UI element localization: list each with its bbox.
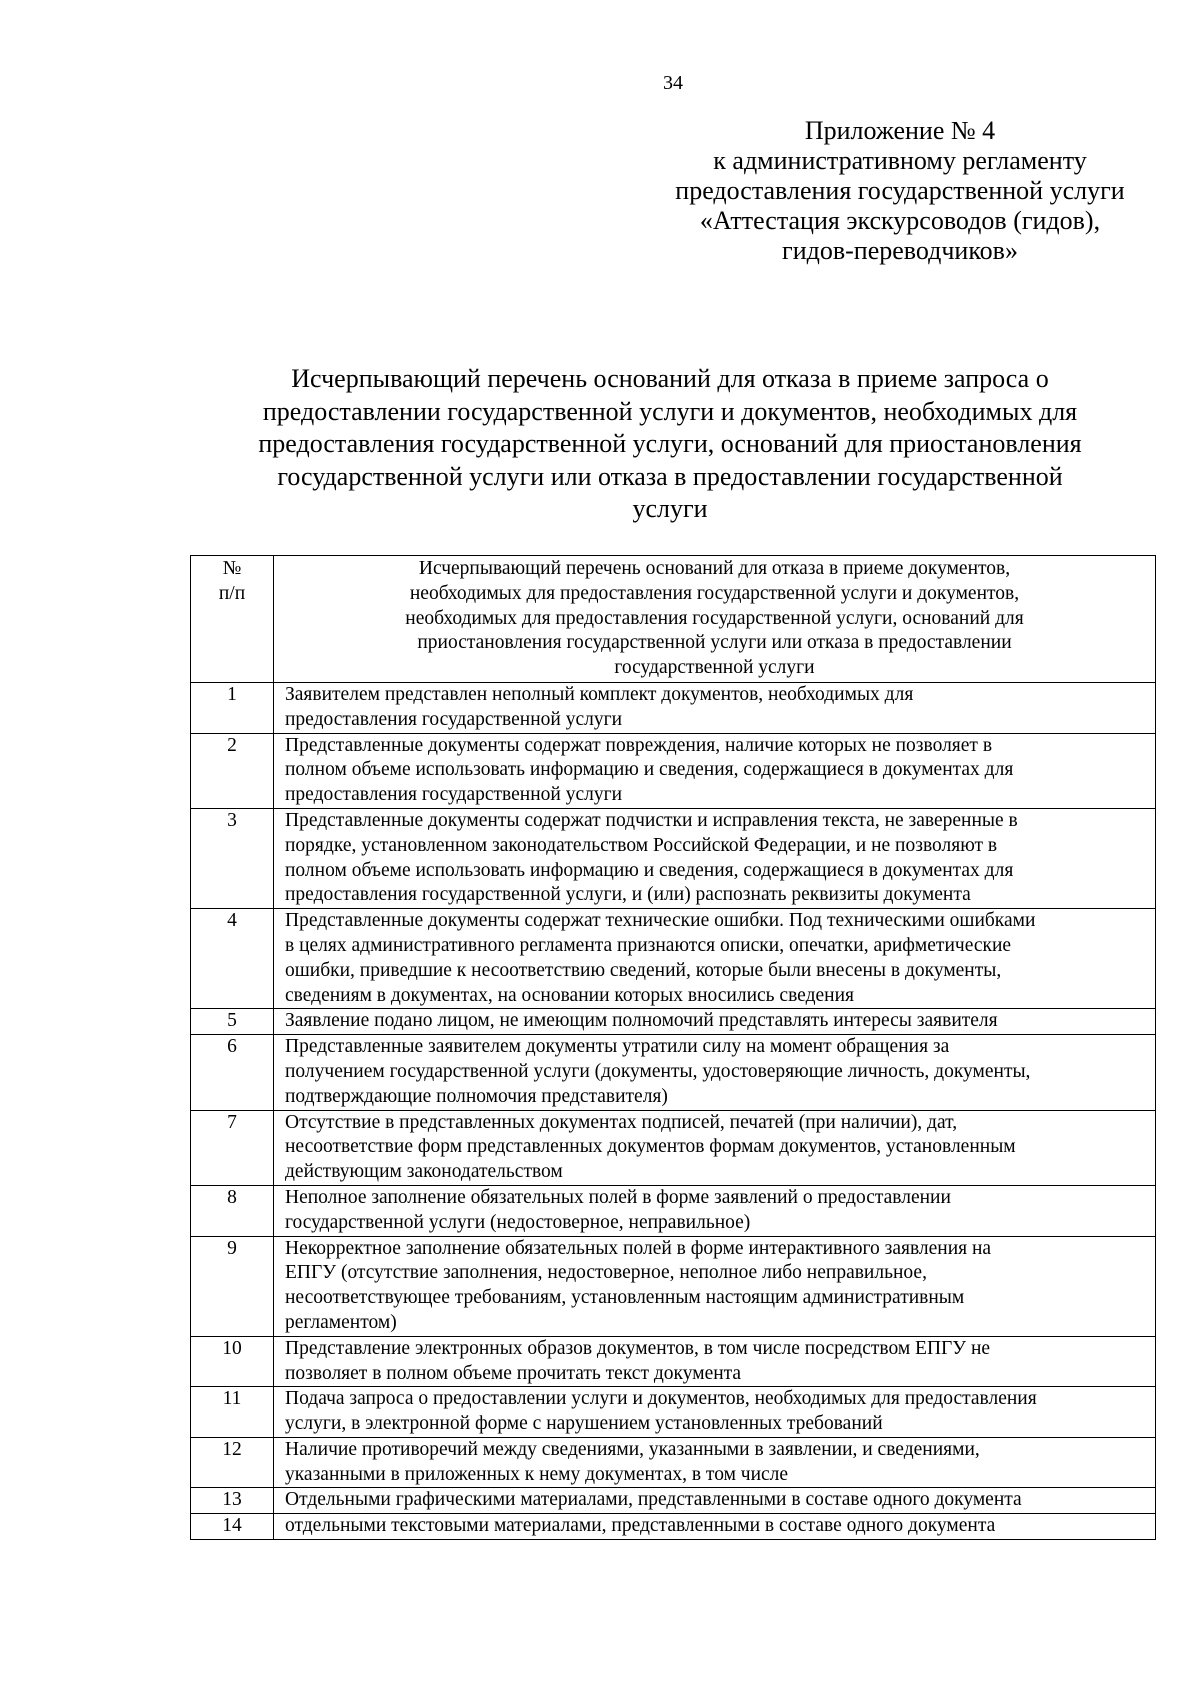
table-row xyxy=(191,1110,1156,1185)
row-number-cell: 13 xyxy=(191,1488,274,1514)
table-row xyxy=(191,1488,1156,1514)
table-row xyxy=(191,1185,1156,1236)
row-text-line: ЕПГУ (отсутствие заполнения, недостоверное, неполное либо неправильное, xyxy=(285,1262,927,1284)
row-text-line: предоставления государственной услуги xyxy=(285,784,623,806)
row-text-line: Некорректное заполнение обязательных полей в форме интерактивного заявления на xyxy=(285,1237,992,1259)
row-number-cell: 14 xyxy=(191,1514,274,1540)
row-text-cell xyxy=(274,1110,1156,1185)
row-text-cell xyxy=(274,1236,1156,1336)
row-number-cell: 8 xyxy=(191,1185,274,1236)
row-text-line: Представленные документы содержат подчистки и исправления текста, не заверенные в xyxy=(285,809,1018,831)
row-number-cell: 7 xyxy=(191,1110,274,1185)
table-row xyxy=(191,1035,1156,1110)
row-text-line: Подача запроса о предоставлении услуги и документов, необходимых для предоставления xyxy=(285,1388,1037,1410)
row-text-line: отдельными текстовыми материалами, представленными в составе одного документа xyxy=(285,1515,996,1537)
title-line: предоставлении государственной услуги и документов, необходимых для xyxy=(262,396,1078,426)
row-number-cell: 11 xyxy=(191,1387,274,1438)
header-number-cell xyxy=(191,556,274,683)
header-number-line: п/п xyxy=(218,582,246,604)
appendix-line: «Аттестация экскурсоводов (гидов), xyxy=(699,206,1101,235)
row-text-cell xyxy=(274,1437,1156,1488)
header-text-line: необходимых для предоставления государственной услуги и документов, xyxy=(409,582,1020,604)
appendix-line: гидов-переводчиков» xyxy=(782,236,1018,265)
row-text-line: порядке, установленном законодательством Российской Федерации, и не позволяют в xyxy=(285,834,998,856)
row-text-line: Заявителем представлен неполный комплект документов, необходимых для xyxy=(285,683,914,705)
reasons-table xyxy=(190,555,1156,1540)
table-row xyxy=(191,733,1156,808)
row-text-line: несоответствие форм представленных документов формам документов, установленным xyxy=(285,1136,1016,1158)
row-number-cell: 4 xyxy=(191,909,274,1009)
row-number-cell: 3 xyxy=(191,808,274,908)
title-line: Исчерпывающий перечень оснований для отказа в приеме запроса о xyxy=(291,364,1049,393)
table-row xyxy=(191,808,1156,908)
header-text-cell xyxy=(274,556,1156,683)
row-text-line: Представленные документы содержат повреждения, наличие которых не позволяет в xyxy=(285,734,993,756)
row-text-line: Наличие противоречий между сведениями, указанными в заявлении, и сведениями, xyxy=(285,1438,980,1460)
document-title xyxy=(200,363,1140,526)
row-number-cell: 2 xyxy=(191,733,274,808)
row-text-line: услуги, в электронной форме с нарушением установленных требований xyxy=(285,1413,883,1435)
row-text-line: указанными в приложенных к нему документах, в том числе xyxy=(285,1463,789,1485)
row-text-cell xyxy=(274,909,1156,1009)
row-text-line: Заявление подано лицом, не имеющим полномочий представлять интересы заявителя xyxy=(285,1010,998,1032)
row-text-cell xyxy=(274,733,1156,808)
header-text-line: необходимых для предоставления государственной услуги, оснований для xyxy=(405,607,1024,629)
row-number-cell: 10 xyxy=(191,1336,274,1387)
row-text-line: предоставления государственной услуги xyxy=(285,708,623,730)
page-number: 34 xyxy=(663,72,683,94)
title-line: услуги xyxy=(632,494,708,523)
table-row xyxy=(191,1009,1156,1035)
row-text-line: предоставления государственной услуги, и (или) распознать реквизиты документа xyxy=(285,884,971,906)
title-line: государственной услуги или отказа в предоставлении государственной xyxy=(277,461,1063,491)
row-text-cell xyxy=(274,1185,1156,1236)
row-text-line: несоответствующее требованиям, установленным настоящим административным xyxy=(285,1287,965,1309)
row-text-line: Отсутствие в представленных документах подписей, печатей (при наличии), дат, xyxy=(285,1111,958,1133)
appendix-line: Приложение № 4 xyxy=(804,116,996,145)
table-row xyxy=(191,1387,1156,1438)
header-text-line: приостановления государственной услуги или отказа в предоставлении xyxy=(417,632,1012,654)
table-header-row xyxy=(191,556,1156,683)
row-number-cell: 6 xyxy=(191,1035,274,1110)
table-row xyxy=(191,1236,1156,1336)
table-row xyxy=(191,1437,1156,1488)
row-text-line: подтверждающие полномочия представителя) xyxy=(285,1085,668,1107)
row-text-line: Неполное заполнение обязательных полей в форме заявлений о предоставлении xyxy=(285,1186,951,1208)
row-text-line: Отдельными графическими материалами, представленными в составе одного документа xyxy=(285,1489,1022,1511)
row-text-line: ошибки, приведшие к несоответствию сведений, которые были внесены в документы, xyxy=(285,959,1002,981)
row-text-line: государственной услуги (недостоверное, неправильное) xyxy=(285,1211,751,1233)
appendix-line: предоставления государственной услуги xyxy=(675,176,1125,205)
row-text-cell xyxy=(274,682,1156,733)
row-text-line: действующим законодательством xyxy=(285,1161,563,1183)
row-text-line: Представленные документы содержат технические ошибки. Под техническими ошибками xyxy=(285,910,1036,932)
header-number-line: № xyxy=(222,558,242,579)
table-row xyxy=(191,682,1156,733)
row-text-line: полном объеме использовать информацию и сведения, содержащиеся в документах для xyxy=(285,859,1014,881)
row-text-cell xyxy=(274,1514,1156,1540)
row-number-cell: 1 xyxy=(191,682,274,733)
row-number-cell: 5 xyxy=(191,1009,274,1035)
row-text-cell xyxy=(274,1336,1156,1387)
appendix-header xyxy=(600,116,1200,266)
row-text-cell xyxy=(274,1009,1156,1035)
row-text-line: Представление электронных образов документов, в том числе посредством ЕПГУ не xyxy=(285,1337,991,1359)
row-text-line: полном объеме использовать информацию и сведения, содержащиеся в документах для xyxy=(285,759,1014,781)
table-body xyxy=(191,682,1156,1539)
appendix-line: к административному регламенту xyxy=(713,146,1087,175)
row-text-cell xyxy=(274,1488,1156,1514)
row-text-cell xyxy=(274,808,1156,908)
row-text-line: позволяет в полном объеме прочитать текст документа xyxy=(285,1362,742,1384)
row-text-cell xyxy=(274,1387,1156,1438)
row-number-cell: 9 xyxy=(191,1236,274,1336)
header-text-line: государственной услуги xyxy=(614,657,815,679)
table-row xyxy=(191,909,1156,1009)
row-text-line: в целях административного регламента признаются описки, опечатки, арифметические xyxy=(285,934,1012,956)
row-text-cell xyxy=(274,1035,1156,1110)
title-line: предоставления государственной услуги, оснований для приостановления xyxy=(258,429,1082,458)
table-row xyxy=(191,1514,1156,1540)
table-row xyxy=(191,1336,1156,1387)
row-text-line: сведениям в документах, на основании которых вносились сведения xyxy=(285,984,854,1006)
row-number-cell: 12 xyxy=(191,1437,274,1488)
row-text-line: регламентом) xyxy=(285,1311,397,1333)
header-text-line: Исчерпывающий перечень оснований для отказа в приеме документов, xyxy=(418,558,1011,579)
row-text-line: Представленные заявителем документы утратили силу на момент обращения за xyxy=(285,1036,950,1058)
row-text-line: получением государственной услуги (документы, удостоверяющие личность, документы, xyxy=(285,1060,1031,1082)
